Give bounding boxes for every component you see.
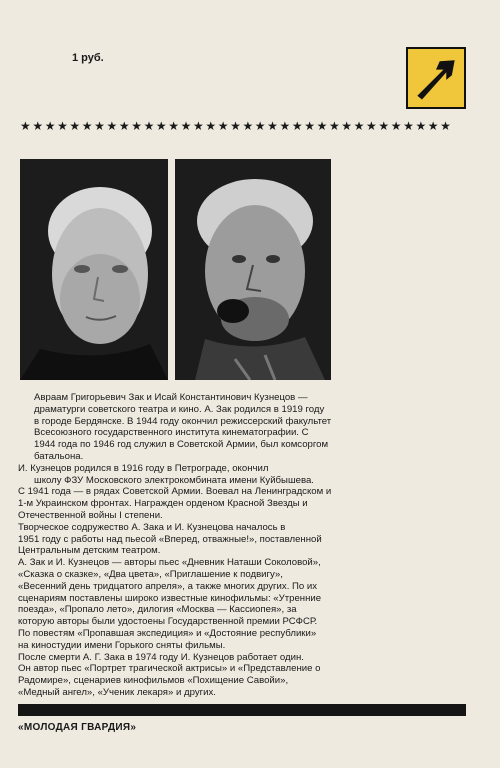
series-logo [406, 47, 466, 109]
bio-line: После смерти А. Г. Зака в 1974 году И. Кузнецов работает один. [18, 651, 304, 663]
bio-line: 1951 году с работы над пьесой «Вперед, отважные!», поставленной [18, 533, 322, 545]
bio-line: которую авторы были удостоены Государственной премии РСФСР. [18, 616, 318, 628]
portrait-photo [175, 159, 331, 380]
bio-line: «Сказка о сказке», «Два цвета», «Приглашение к подвигу», [18, 568, 283, 580]
bio-line: С 1941 года — в рядах Советской Армии. Воевал на Ленинградском и [18, 486, 332, 498]
bio-line: «Медный ангел», «Ученик лекаря» и других. [18, 686, 216, 698]
bio-line: 1944 года по 1946 год служил в Советской Армии, был комсоргом [34, 439, 329, 451]
bio-line: Центральным детским театром. [18, 545, 161, 557]
bio-line: Всесоюзного государственного института кинематографии. С [34, 427, 309, 439]
portrait-photo [20, 159, 168, 380]
bio-line: По повестям «Пропавшая экспедиция» и «Достояние республики» [18, 627, 317, 639]
bio-line: в городе Бердянске. В 1944 году окончил режиссерский факультет [34, 415, 332, 427]
bio-line: батальона. [34, 450, 84, 462]
star-divider: ★★★★★★★★★★★★★★★★★★★★★★★★★★★★★★★★★★★ [20, 119, 453, 133]
bio-line: Радомире», сценариев кинофильмов «Похищение Савойи», [18, 675, 289, 687]
portrait-photo-left [20, 159, 168, 380]
arrow-icon [408, 49, 464, 107]
bio-line: Творческое содружество А. Зака и И. Кузнецова началось в [18, 521, 286, 533]
price-label: 1 руб. [72, 52, 104, 64]
bottom-band [18, 704, 466, 716]
bio-line: 1-м Украинском фронтах. Награжден орденом Красной Звезды и [18, 498, 308, 510]
bio-line: на киностудии имени Горького сняты фильмы. [18, 639, 226, 651]
bio-line: А. Зак и И. Кузнецов — авторы пьес «Дневник Наташи Соколовой», [18, 557, 321, 569]
bio-line: школу ФЗУ Московского электрокомбината имени Куйбышева. [34, 474, 314, 486]
portrait-photo-right [175, 159, 331, 380]
bio-line: драматурги советского театра и кино. А. Зак родился в 1919 году [34, 403, 325, 415]
bio-line: Отечественной войны I степени. [18, 509, 163, 521]
bio-line: Он автор пьес «Портрет трагической актрисы» и «Представление о [18, 663, 321, 675]
bio-line: «Весенний день тридцатого апреля», а также многих других. По их [18, 580, 318, 592]
author-biography [18, 392, 398, 699]
bio-line: сценариям поставлены широко известные кинофильмы: «Утренние [18, 592, 322, 604]
bio-line: Авраам Григорьевич Зак и Исай Константинович Кузнецов — [34, 392, 308, 403]
bio-line: поезда», «Пропало лето», дилогия «Москва — Кассиопея», за [18, 604, 297, 616]
publisher-name: «МОЛОДАЯ ГВАРДИЯ» [18, 722, 137, 733]
bio-line: И. Кузнецов родился в 1916 году в Петрограде, окончил [18, 462, 269, 474]
